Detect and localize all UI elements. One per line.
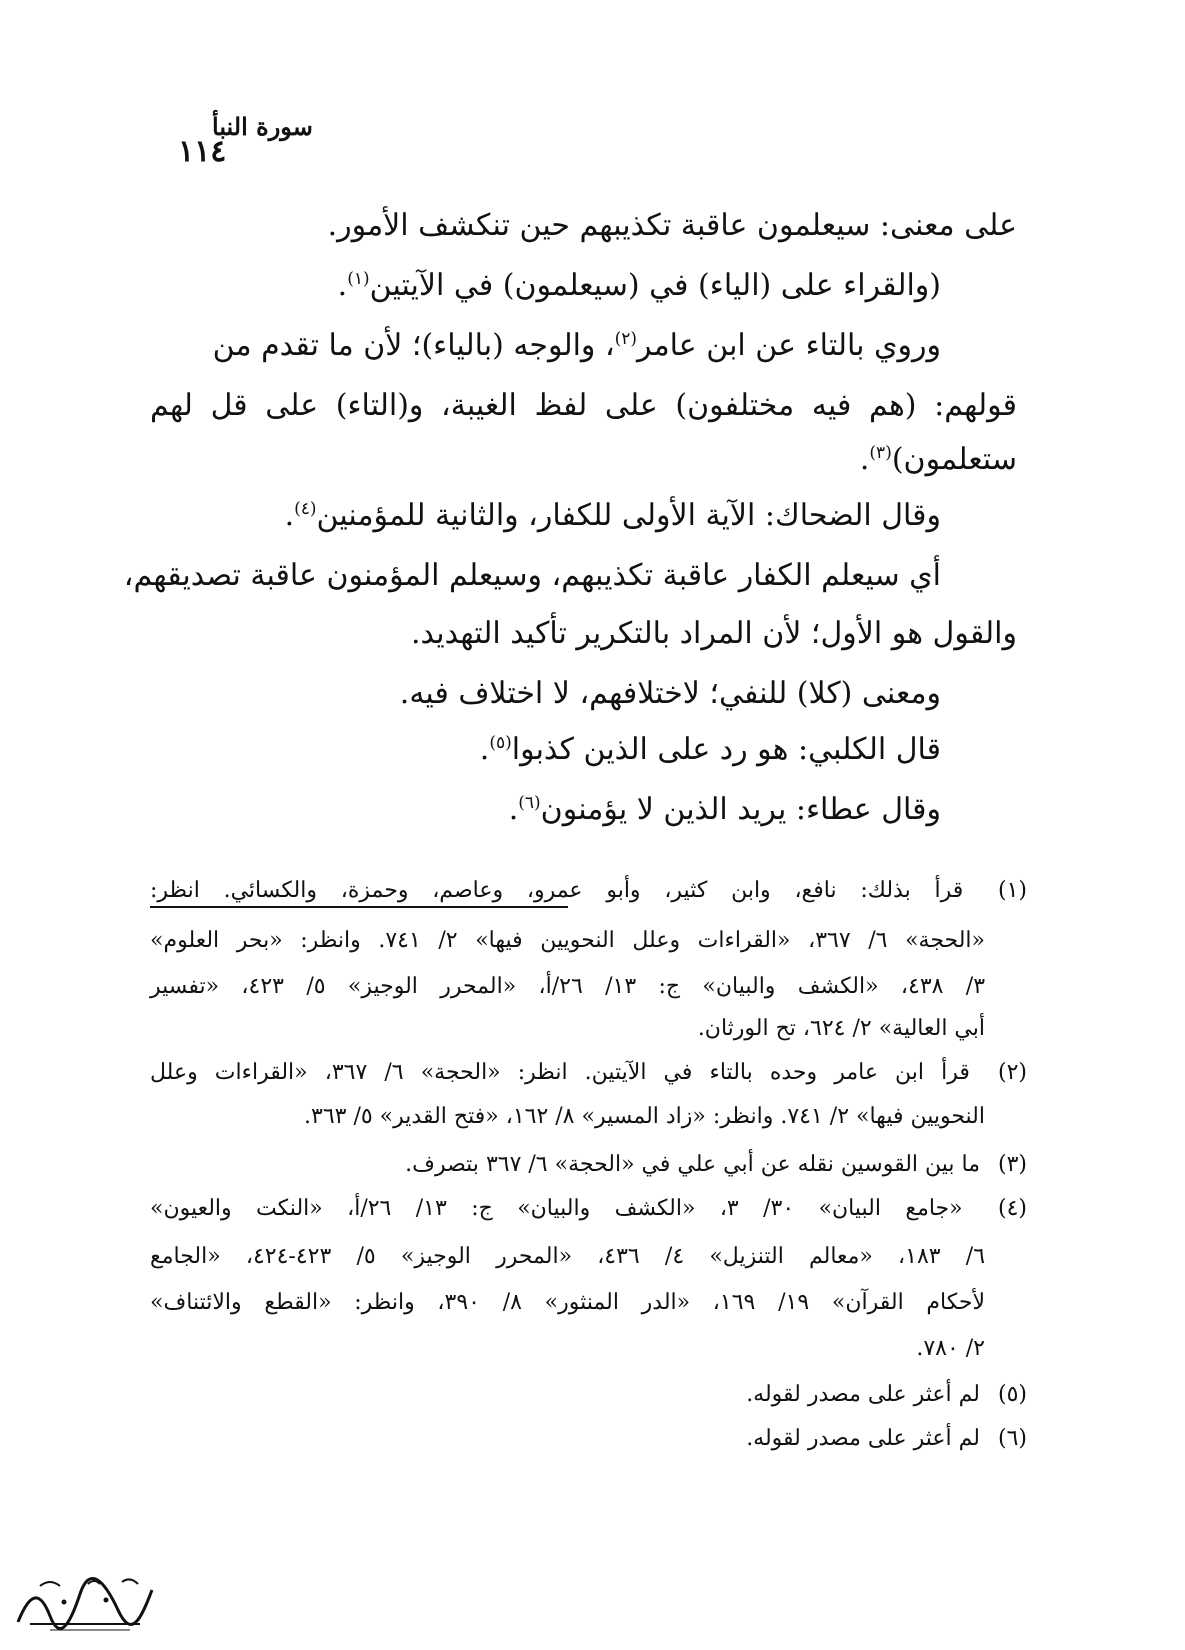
footnote-6 xyxy=(746,1424,1027,1454)
footnote-marker-4: (٤) xyxy=(998,1196,1028,1221)
body-line-2 xyxy=(338,266,941,306)
footnote-1-line-1 xyxy=(150,876,1027,906)
footnote-text: قرأ بذلك: نافع، وابن كثير، وأبو عمرو، وعاصم، وحمزة، والكسائي. انظر: xyxy=(150,878,964,903)
footnote-marker-2: (٢) xyxy=(998,1060,1028,1085)
footnote-1-line-4: أبي العالية» ٢/ ٦٢٤، تح الورثان. xyxy=(697,1016,985,1041)
footnote-4-line-1 xyxy=(150,1194,1027,1224)
line-text: قال الكلبي: هو رد على الذين كذبوا xyxy=(511,732,941,767)
period: . xyxy=(508,792,519,827)
footnote-ref-4: (٤) xyxy=(294,499,317,519)
body-line-7: أي سيعلم الكفار عاقبة تكذيبهم، وسيعلم المؤمنون عاقبة تصديقهم، xyxy=(123,558,941,593)
footnote-ref-2: (٢) xyxy=(614,329,638,349)
footnote-marker-3: (٣) xyxy=(997,1152,1027,1177)
period: . xyxy=(479,732,490,767)
body-line-11 xyxy=(509,790,941,830)
footnote-marker-6: (٦) xyxy=(997,1426,1027,1451)
footnote-1-line-3: ٣/ ٤٣٨، «الكشف والبيان» ج: ١٣/ ٢٦/أ، «المحرر الوجيز» ٥/ ٤٢٣، «تفسير xyxy=(150,974,986,999)
footnote-text: ما بين القوسين نقله عن أبي علي في «الحجة» ٦/ ٣٦٧ بتصرف. xyxy=(405,1152,980,1177)
footnote-text: قرأ ابن عامر وحده بالتاء في الآيتين. انظر: «الحجة» ٦/ ٣٦٧، «القراءات وعلل xyxy=(150,1060,970,1085)
footnote-5 xyxy=(746,1380,1027,1410)
surah-title: سورة النبأ xyxy=(212,112,313,141)
footnote-text: لم أعثر على مصدر لقوله. xyxy=(746,1382,980,1407)
body-line-4: قولهم: (هم فيه مختلفون) على لفظ الغيبة، و(التاء) على قل لهم xyxy=(150,388,1017,423)
body-line-10 xyxy=(480,730,941,770)
body-line-1: على معنى: سيعلمون عاقبة تكذيبهم حين تنكشف الأمور. xyxy=(327,208,1017,243)
line-text: وقال عطاء: يريد الذين لا يؤمنون xyxy=(540,792,941,827)
footnote-ref-6: (٦) xyxy=(518,793,541,813)
line-text: (والقراء على (الياء) في (سيعلمون) في الآيتين xyxy=(369,268,941,303)
period: . xyxy=(859,442,870,477)
footnote-ref-5: (٥) xyxy=(489,733,512,753)
footnote-4-line-4: ٢/ ٧٨٠. xyxy=(916,1336,985,1361)
period: . xyxy=(284,498,295,533)
footnote-4-line-3: لأحكام القرآن» ١٩/ ١٦٩، «الدر المنثور» ٨/ ٣٩٠، وانظر: «القطع والائتناف» xyxy=(150,1290,986,1315)
footnote-marker-5: (٥) xyxy=(997,1382,1027,1407)
body-line-8: والقول هو الأول؛ لأن المراد بالتكرير تأكيد التهديد. xyxy=(411,616,1017,651)
body-line-3 xyxy=(213,326,941,366)
footnote-separator xyxy=(150,906,568,908)
page-number: ١١٤ xyxy=(178,134,227,169)
body-line-5 xyxy=(860,440,1017,480)
footnote-4-line-2: ٦/ ١٨٣، «معالم التنزيل» ٤/ ٤٣٦، «المحرر الوجيز» ٥/ ٤٢٣-٤٢٤، «الجامع xyxy=(150,1244,986,1269)
line-text: ستعلمون) xyxy=(891,442,1017,477)
footnote-ref-1: (١) xyxy=(347,269,370,289)
body-line-6 xyxy=(285,496,941,536)
footnote-ref-3: (٣) xyxy=(869,443,892,463)
footnote-2-line-2: النحويين فيها» ٢/ ٧٤١. وانظر: «زاد المسير» ٨/ ١٦٢، «فتح القدير» ٥/ ٣٦٣. xyxy=(304,1104,985,1129)
footnote-3 xyxy=(405,1150,1027,1180)
footnote-1-line-2: «الحجة» ٦/ ٣٦٧، «القراءات وعلل النحويين فيها» ٢/ ٧٤١. وانظر: «بحر العلوم» xyxy=(150,928,986,953)
line-text: ، والوجه (بالياء)؛ لأن ما تقدم من xyxy=(212,328,615,363)
footnote-marker-1: (١) xyxy=(998,878,1028,903)
footnote-text: «جامع البيان» ٣٠/ ٣، «الكشف والبيان» ج: ١٣/ ٢٦/أ، «النكت والعيون» xyxy=(150,1196,963,1221)
almustafa-calligraphy-logo-icon xyxy=(10,1572,160,1634)
line-text: وقال الضحاك: الآية الأولى للكفار، والثانية للمؤمنين xyxy=(316,498,941,533)
period: . xyxy=(337,268,348,303)
footnote-text: لم أعثر على مصدر لقوله. xyxy=(746,1426,980,1451)
line-text: وروي بالتاء عن ابن عامر xyxy=(637,328,941,363)
footnote-2-line-1 xyxy=(150,1058,1027,1088)
body-line-9: ومعنى (كلا) للنفي؛ لاختلافهم، لا اختلاف فيه. xyxy=(399,676,941,711)
